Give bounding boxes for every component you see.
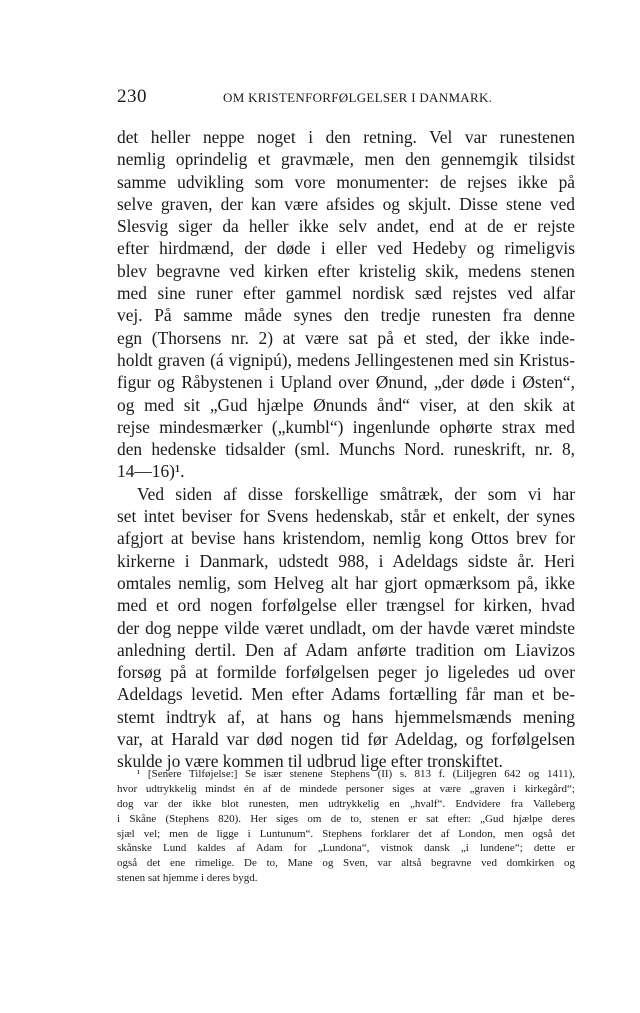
text-line: rejse mindesmærker („kumbl“) ingenlunde ophørte strax med (117, 416, 575, 437)
text-line: kirkerne i Danmark, udstedt 988, i Adeldags sidste år. Heri (117, 550, 575, 571)
footnotes (117, 767, 575, 886)
text-line: det heller neppe noget i den retning. Vel var runestenen (117, 127, 575, 147)
text-line: var, at Harald var død nogen tid før Adeldag, og forfølgelsen (117, 729, 575, 750)
text-line-paragraph-end: 14—16)¹. (117, 461, 185, 482)
text-line: anledning dertil. Den af Adam anførte tradition om Liavizos (117, 639, 575, 660)
text-line-paragraph-start: Ved siden af disse forskellige småtræk, der som vi har (137, 483, 575, 504)
text-line: holdt graven (á vignipú), medens Jellingestenen med sin Kristus- (117, 349, 575, 370)
running-title: OM KRISTENFORFØLGELSER I DANMARK. (223, 90, 493, 105)
footnote-line: stenen sat hjemme i deres bygd. (117, 872, 258, 885)
text-line: omtales nemlig, som Helveg alt har gjort opmærksom på, ikke (117, 572, 575, 593)
text-line: forsøg på at formilde forfølgelsen peger jo ligeledes ud over (117, 662, 575, 683)
text-line: selve graven, der kan være afsides og skjult. Disse stene ved (117, 193, 575, 214)
text-line-paragraph-end: skulde jo være kommen til udbrud lige efter tronskiftet. (117, 751, 503, 772)
footnote-line: sjæl vel; men de ligge i Luntunum“. Stephens forklarer det af London, men også det (117, 827, 575, 840)
text-line: vej. På samme måde synes den tredje runesten fra denne (117, 305, 575, 326)
body-text (117, 126, 575, 773)
text-line: med sine runer efter gammel nordisk sæd rejstes ved alfar (117, 283, 575, 304)
footnote-line: skånske Lund kaldes af Adam for „Lundona“, vistnok dansk „i lundene“; dette er (117, 842, 575, 855)
footnote-line: dog var der ikke blot runesten, men udtrykkelig en „hvalf“. Endvidere fra Valleberg (117, 797, 575, 810)
text-line: set intet beviser for Svens hedenskab, står et enkelt, der synes (117, 506, 575, 527)
text-line: blev begravne ved kirken efter kristelig skik, medens stenen (117, 260, 575, 281)
text-line: der dog neppe vilde været undladt, om der havde været mindste (117, 617, 575, 638)
page-header (117, 86, 575, 110)
text-line: nemlig oprindelig et gravmæle, men den gennemgik tilsidst (117, 149, 575, 170)
text-line: efter hirdmænd, der døde i eller ved Hedeby og rimeligvis (117, 238, 575, 259)
text-line: stemt indtryk af, at hans og hans hjemmelsmænds mening (117, 706, 575, 727)
footnote-line: også det ene rimelige. De to, Mane og Sven, var altså begravne ved domkirken og (117, 857, 575, 870)
text-line: samme udvikling som vore monumenter: de rejses ikke på (117, 171, 575, 192)
text-line: egn (Thorsens nr. 2) at være sat på et sted, der ikke inde- (117, 327, 575, 348)
footnote-line: ¹ [Senere Tilføjelse:] Se især stenene Stephens (II) s. 813 f. (Liljegren 642 og 1411), (137, 768, 575, 780)
footnote-line: hvor udtrykkelig mindst én af de mindede personer siges at være „graven i kirkegård“; (117, 782, 575, 795)
text-line: og med sit „Gud hjælpe Ønunds ånd“ viser, at den skik at (117, 394, 575, 415)
page-number: 230 (117, 86, 147, 107)
text-line: den hedenske tidsalder (sml. Munchs Nord. runeskrift, nr. 8, (117, 439, 575, 460)
text-line: Slesvig siger da heller ikke selv andet, end at de er rejste (117, 216, 575, 237)
text-line: med et ord nogen forfølgelse eller trængsel for kirken, hvad (117, 595, 575, 616)
text-line: afgjort at bevise hans kristendom, nemlig kong Ottos brev for (117, 528, 575, 549)
text-line: Adeldags levetid. Men efter Adams fortælling får man et be- (117, 684, 575, 705)
footnote-line: i Skåne (Stephens 820). Her siges om de to, stenen er sat efter: „Gud hjælpe deres (117, 812, 575, 825)
text-line: figur og Råbystenen i Upland over Ønund, „der døde i Østen“, (117, 372, 575, 393)
